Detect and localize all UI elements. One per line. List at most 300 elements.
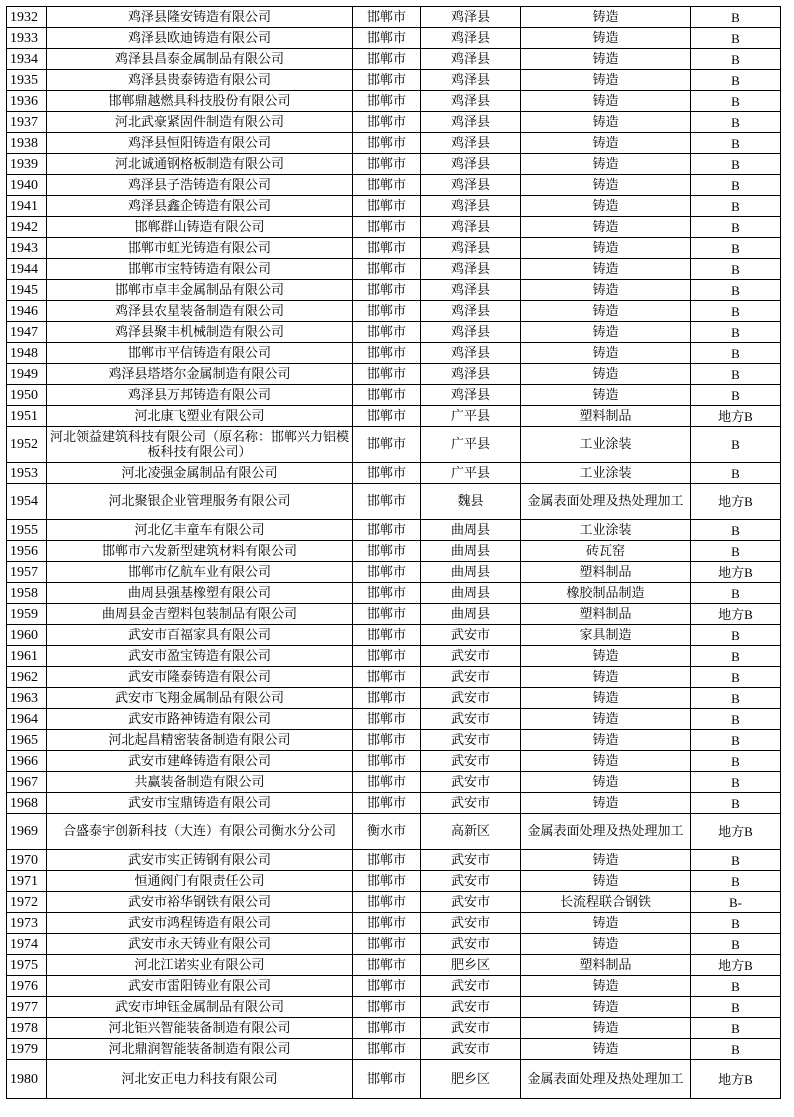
city: 邯郸市 [353, 133, 421, 154]
row-number: 1953 [7, 463, 47, 484]
company-name: 邯郸鼎越燃具科技股份有限公司 [47, 91, 353, 112]
county: 武安市 [421, 793, 521, 814]
table-row [7, 364, 781, 385]
city: 邯郸市 [353, 484, 421, 520]
city: 邯郸市 [353, 301, 421, 322]
city: 邯郸市 [353, 427, 421, 463]
table-row [7, 259, 781, 280]
city: 邯郸市 [353, 625, 421, 646]
industry: 塑料制品 [521, 955, 691, 976]
row-number: 1952 [7, 427, 47, 463]
county: 武安市 [421, 1018, 521, 1039]
table-row [7, 1018, 781, 1039]
grade: B [691, 667, 781, 688]
row-number: 1958 [7, 583, 47, 604]
table-row [7, 1060, 781, 1099]
industry: 铸造 [521, 871, 691, 892]
grade: B [691, 793, 781, 814]
table-row [7, 196, 781, 217]
county: 鸡泽县 [421, 238, 521, 259]
company-name: 邯郸市亿航车业有限公司 [47, 562, 353, 583]
row-number: 1962 [7, 667, 47, 688]
grade: 地方B [691, 814, 781, 850]
company-name: 河北安正电力科技有限公司 [47, 1060, 353, 1099]
company-name: 河北武豪紧固件制造有限公司 [47, 112, 353, 133]
row-number: 1978 [7, 1018, 47, 1039]
grade: B [691, 976, 781, 997]
table-row [7, 520, 781, 541]
row-number: 1938 [7, 133, 47, 154]
company-name: 合盛泰宇创新科技（大连）有限公司衡水分公司 [47, 814, 353, 850]
city: 邯郸市 [353, 541, 421, 562]
grade: B [691, 772, 781, 793]
grade: 地方B [691, 406, 781, 427]
table-row [7, 751, 781, 772]
city: 邯郸市 [353, 238, 421, 259]
grade: B [691, 259, 781, 280]
company-name: 邯郸群山铸造有限公司 [47, 217, 353, 238]
city: 邯郸市 [353, 583, 421, 604]
table-row [7, 814, 781, 850]
grade: 地方B [691, 1060, 781, 1099]
company-name: 鸡泽县昌泰金属制品有限公司 [47, 49, 353, 70]
grade: B [691, 112, 781, 133]
city: 邯郸市 [353, 604, 421, 625]
row-number: 1969 [7, 814, 47, 850]
company-name: 鸡泽县隆安铸造有限公司 [47, 7, 353, 28]
county: 肥乡区 [421, 1060, 521, 1099]
county: 武安市 [421, 730, 521, 751]
table-row [7, 583, 781, 604]
table-row [7, 133, 781, 154]
industry: 铸造 [521, 91, 691, 112]
row-number: 1933 [7, 28, 47, 49]
county: 曲周县 [421, 520, 521, 541]
city: 邯郸市 [353, 934, 421, 955]
city: 邯郸市 [353, 49, 421, 70]
company-name: 鸡泽县贵泰铸造有限公司 [47, 70, 353, 91]
table-row [7, 604, 781, 625]
table-row [7, 406, 781, 427]
city: 邯郸市 [353, 463, 421, 484]
county: 武安市 [421, 892, 521, 913]
grade: 地方B [691, 562, 781, 583]
row-number: 1972 [7, 892, 47, 913]
grade: B [691, 427, 781, 463]
row-number: 1939 [7, 154, 47, 175]
industry: 铸造 [521, 280, 691, 301]
county: 鸡泽县 [421, 343, 521, 364]
grade: 地方B [691, 484, 781, 520]
company-name: 鸡泽县万邦铸造有限公司 [47, 385, 353, 406]
enterprise-table [6, 6, 781, 1099]
county: 武安市 [421, 850, 521, 871]
county: 魏县 [421, 484, 521, 520]
row-number: 1965 [7, 730, 47, 751]
table-row [7, 70, 781, 91]
industry: 金属表面处理及热处理加工 [521, 484, 691, 520]
grade: B [691, 541, 781, 562]
row-number: 1950 [7, 385, 47, 406]
county: 肥乡区 [421, 955, 521, 976]
company-name: 河北聚银企业管理服务有限公司 [47, 484, 353, 520]
table-row [7, 709, 781, 730]
county: 武安市 [421, 751, 521, 772]
company-name: 鸡泽县子浩铸造有限公司 [47, 175, 353, 196]
industry: 铸造 [521, 70, 691, 91]
city: 邯郸市 [353, 112, 421, 133]
city: 邯郸市 [353, 646, 421, 667]
industry: 铸造 [521, 133, 691, 154]
city: 邯郸市 [353, 322, 421, 343]
industry: 工业涂装 [521, 427, 691, 463]
table-row [7, 667, 781, 688]
city: 邯郸市 [353, 751, 421, 772]
company-name: 武安市雷阳铸业有限公司 [47, 976, 353, 997]
city: 邯郸市 [353, 955, 421, 976]
grade: B [691, 520, 781, 541]
industry: 铸造 [521, 913, 691, 934]
industry: 铸造 [521, 667, 691, 688]
grade: B [691, 343, 781, 364]
industry: 铸造 [521, 688, 691, 709]
industry: 铸造 [521, 730, 691, 751]
industry: 铸造 [521, 196, 691, 217]
table-row [7, 175, 781, 196]
grade: B [691, 1039, 781, 1060]
company-name: 河北领益建筑科技有限公司（原名称：邯郸兴力铝模板科技有限公司） [47, 427, 353, 463]
county: 鸡泽县 [421, 259, 521, 280]
table-row [7, 301, 781, 322]
row-number: 1940 [7, 175, 47, 196]
county: 鸡泽县 [421, 301, 521, 322]
grade: B [691, 154, 781, 175]
company-name: 武安市鸿程铸造有限公司 [47, 913, 353, 934]
city: 邯郸市 [353, 871, 421, 892]
row-number: 1979 [7, 1039, 47, 1060]
industry: 金属表面处理及热处理加工 [521, 814, 691, 850]
city: 邯郸市 [353, 70, 421, 91]
table-row [7, 385, 781, 406]
company-name: 武安市盈宝铸造有限公司 [47, 646, 353, 667]
grade: B [691, 91, 781, 112]
city: 邯郸市 [353, 688, 421, 709]
industry: 铸造 [521, 772, 691, 793]
city: 邯郸市 [353, 91, 421, 112]
grade: 地方B [691, 955, 781, 976]
table-row [7, 343, 781, 364]
row-number: 1955 [7, 520, 47, 541]
industry: 铸造 [521, 154, 691, 175]
table-row [7, 238, 781, 259]
city: 邯郸市 [353, 667, 421, 688]
industry: 铸造 [521, 976, 691, 997]
row-number: 1949 [7, 364, 47, 385]
row-number: 1932 [7, 7, 47, 28]
industry: 铸造 [521, 217, 691, 238]
grade: B [691, 583, 781, 604]
row-number: 1957 [7, 562, 47, 583]
table-row [7, 541, 781, 562]
industry: 铸造 [521, 709, 691, 730]
grade: B [691, 751, 781, 772]
industry: 砖瓦窑 [521, 541, 691, 562]
county: 武安市 [421, 772, 521, 793]
company-name: 河北亿丰童车有限公司 [47, 520, 353, 541]
county: 鸡泽县 [421, 217, 521, 238]
company-name: 武安市建峰铸造有限公司 [47, 751, 353, 772]
county: 鸡泽县 [421, 112, 521, 133]
city: 邯郸市 [353, 175, 421, 196]
county: 武安市 [421, 667, 521, 688]
row-number: 1964 [7, 709, 47, 730]
company-name: 鸡泽县聚丰机械制造有限公司 [47, 322, 353, 343]
table-body [7, 7, 781, 1099]
industry: 工业涂装 [521, 520, 691, 541]
grade: B [691, 364, 781, 385]
row-number: 1974 [7, 934, 47, 955]
city: 邯郸市 [353, 196, 421, 217]
county: 曲周县 [421, 541, 521, 562]
grade: B [691, 850, 781, 871]
table-row [7, 850, 781, 871]
row-number: 1956 [7, 541, 47, 562]
industry: 铸造 [521, 1018, 691, 1039]
city: 邯郸市 [353, 7, 421, 28]
county: 鸡泽县 [421, 364, 521, 385]
grade: B [691, 871, 781, 892]
company-name: 武安市裕华钢铁有限公司 [47, 892, 353, 913]
grade: B [691, 28, 781, 49]
grade: B [691, 49, 781, 70]
county: 鸡泽县 [421, 154, 521, 175]
company-name: 邯郸市虹光铸造有限公司 [47, 238, 353, 259]
table-row [7, 892, 781, 913]
company-name: 邯郸市卓丰金属制品有限公司 [47, 280, 353, 301]
county: 武安市 [421, 871, 521, 892]
row-number: 1946 [7, 301, 47, 322]
table-row [7, 280, 781, 301]
company-name: 鸡泽县鑫企铸造有限公司 [47, 196, 353, 217]
row-number: 1976 [7, 976, 47, 997]
county: 鸡泽县 [421, 322, 521, 343]
table-row [7, 7, 781, 28]
grade: B [691, 385, 781, 406]
industry: 铸造 [521, 850, 691, 871]
row-number: 1935 [7, 70, 47, 91]
company-name: 共赢装备制造有限公司 [47, 772, 353, 793]
city: 邯郸市 [353, 1060, 421, 1099]
row-number: 1947 [7, 322, 47, 343]
county: 武安市 [421, 646, 521, 667]
row-number: 1970 [7, 850, 47, 871]
industry: 铸造 [521, 7, 691, 28]
industry: 铸造 [521, 646, 691, 667]
city: 邯郸市 [353, 343, 421, 364]
county: 曲周县 [421, 604, 521, 625]
city: 邯郸市 [353, 976, 421, 997]
county: 武安市 [421, 1039, 521, 1060]
row-number: 1977 [7, 997, 47, 1018]
grade: B [691, 934, 781, 955]
table-row [7, 646, 781, 667]
company-name: 河北江诺实业有限公司 [47, 955, 353, 976]
industry: 铸造 [521, 301, 691, 322]
city: 邯郸市 [353, 850, 421, 871]
county: 鸡泽县 [421, 28, 521, 49]
industry: 铸造 [521, 343, 691, 364]
industry: 塑料制品 [521, 406, 691, 427]
row-number: 1960 [7, 625, 47, 646]
county: 鸡泽县 [421, 175, 521, 196]
table-row [7, 154, 781, 175]
company-name: 武安市坤钰金属制品有限公司 [47, 997, 353, 1018]
industry: 铸造 [521, 49, 691, 70]
industry: 铸造 [521, 934, 691, 955]
county: 武安市 [421, 997, 521, 1018]
city: 邯郸市 [353, 1039, 421, 1060]
company-name: 河北钜兴智能装备制造有限公司 [47, 1018, 353, 1039]
table-row [7, 562, 781, 583]
row-number: 1961 [7, 646, 47, 667]
county: 曲周县 [421, 562, 521, 583]
city: 邯郸市 [353, 913, 421, 934]
company-name: 武安市路神铸造有限公司 [47, 709, 353, 730]
table-row [7, 871, 781, 892]
county: 武安市 [421, 976, 521, 997]
company-name: 武安市实正铸钢有限公司 [47, 850, 353, 871]
table-row [7, 49, 781, 70]
row-number: 1971 [7, 871, 47, 892]
company-name: 曲周县强基橡塑有限公司 [47, 583, 353, 604]
row-number: 1944 [7, 259, 47, 280]
city: 邯郸市 [353, 793, 421, 814]
city: 邯郸市 [353, 892, 421, 913]
grade: B [691, 997, 781, 1018]
county: 武安市 [421, 709, 521, 730]
table-row [7, 793, 781, 814]
industry: 铸造 [521, 1039, 691, 1060]
row-number: 1980 [7, 1060, 47, 1099]
industry: 家具制造 [521, 625, 691, 646]
city: 邯郸市 [353, 406, 421, 427]
county: 鸡泽县 [421, 385, 521, 406]
grade: B [691, 322, 781, 343]
industry: 铸造 [521, 238, 691, 259]
table-row [7, 91, 781, 112]
county: 鸡泽县 [421, 49, 521, 70]
company-name: 曲周县金吉塑料包装制品有限公司 [47, 604, 353, 625]
county: 广平县 [421, 406, 521, 427]
table-row [7, 484, 781, 520]
row-number: 1954 [7, 484, 47, 520]
county: 武安市 [421, 688, 521, 709]
city: 邯郸市 [353, 259, 421, 280]
city: 邯郸市 [353, 280, 421, 301]
table-row [7, 976, 781, 997]
industry: 工业涂装 [521, 463, 691, 484]
row-number: 1963 [7, 688, 47, 709]
table-row [7, 913, 781, 934]
row-number: 1934 [7, 49, 47, 70]
row-number: 1936 [7, 91, 47, 112]
company-name: 武安市宝鼎铸造有限公司 [47, 793, 353, 814]
company-name: 恒通阀门有限责任公司 [47, 871, 353, 892]
grade: 地方B [691, 604, 781, 625]
row-number: 1968 [7, 793, 47, 814]
county: 鸡泽县 [421, 7, 521, 28]
table-row [7, 688, 781, 709]
industry: 金属表面处理及热处理加工 [521, 1060, 691, 1099]
industry: 铸造 [521, 112, 691, 133]
city: 邯郸市 [353, 217, 421, 238]
table-row [7, 1039, 781, 1060]
industry: 铸造 [521, 28, 691, 49]
row-number: 1975 [7, 955, 47, 976]
row-number: 1945 [7, 280, 47, 301]
city: 邯郸市 [353, 1018, 421, 1039]
city: 衡水市 [353, 814, 421, 850]
grade: B [691, 196, 781, 217]
county: 高新区 [421, 814, 521, 850]
table-row [7, 625, 781, 646]
industry: 长流程联合钢铁 [521, 892, 691, 913]
industry: 铸造 [521, 751, 691, 772]
county: 广平县 [421, 427, 521, 463]
county: 武安市 [421, 934, 521, 955]
company-name: 河北康飞塑业有限公司 [47, 406, 353, 427]
company-name: 邯郸市宝特铸造有限公司 [47, 259, 353, 280]
grade: B [691, 217, 781, 238]
row-number: 1966 [7, 751, 47, 772]
company-name: 武安市飞翔金属制品有限公司 [47, 688, 353, 709]
county: 鸡泽县 [421, 133, 521, 154]
county: 武安市 [421, 625, 521, 646]
industry: 塑料制品 [521, 604, 691, 625]
row-number: 1951 [7, 406, 47, 427]
company-name: 鸡泽县欧迪铸造有限公司 [47, 28, 353, 49]
industry: 铸造 [521, 259, 691, 280]
company-name: 武安市隆泰铸造有限公司 [47, 667, 353, 688]
city: 邯郸市 [353, 364, 421, 385]
county: 曲周县 [421, 583, 521, 604]
grade: B [691, 625, 781, 646]
industry: 铸造 [521, 385, 691, 406]
grade: B [691, 301, 781, 322]
table-row [7, 934, 781, 955]
table-row [7, 322, 781, 343]
county: 鸡泽县 [421, 91, 521, 112]
grade: B [691, 913, 781, 934]
row-number: 1943 [7, 238, 47, 259]
company-name: 邯郸市六发新型建筑材料有限公司 [47, 541, 353, 562]
grade: B [691, 280, 781, 301]
grade: B [691, 238, 781, 259]
row-number: 1967 [7, 772, 47, 793]
company-name: 邯郸市平信铸造有限公司 [47, 343, 353, 364]
table-row [7, 463, 781, 484]
company-name: 河北诚通钢格板制造有限公司 [47, 154, 353, 175]
table-row [7, 217, 781, 238]
company-name: 武安市百福家具有限公司 [47, 625, 353, 646]
grade: B [691, 1018, 781, 1039]
grade: B [691, 175, 781, 196]
grade: B [691, 688, 781, 709]
industry: 塑料制品 [521, 562, 691, 583]
city: 邯郸市 [353, 709, 421, 730]
company-name: 鸡泽县恒阳铸造有限公司 [47, 133, 353, 154]
table-row [7, 427, 781, 463]
